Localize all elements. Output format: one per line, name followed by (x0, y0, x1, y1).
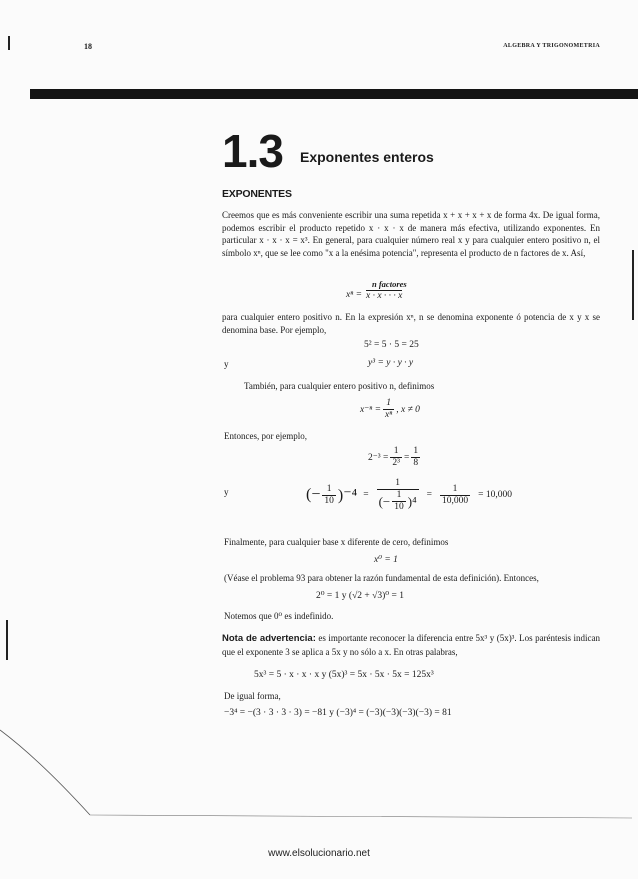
mid-paren-close: )⁴ (407, 493, 417, 509)
note-text: es importante reconocer la diferencia entre 5x³ y (5x)³. Los paréntesis indican que el exponente 3 se aplica a 5x y no sólo a x. En otras palabras, (222, 633, 601, 657)
paragraph-see-problem: (Véase el problema 93 para obtener la razón fundamental de esta definición). Entonces, (224, 573, 539, 583)
paragraph-negative-def: También, para cualquier entero positivo n, definimos (244, 381, 435, 391)
lhs-fraction (322, 484, 336, 507)
paren-close: )⁻⁴ (337, 487, 358, 504)
mid-paren-open: (− (378, 493, 391, 509)
section-subheading: EXPONENTES (222, 188, 292, 200)
n-factors-lhs: xⁿ = (346, 290, 362, 300)
scan-mark (632, 250, 634, 320)
page-number: 18 (84, 42, 92, 51)
right-den: 10,000 (441, 495, 469, 506)
lhs-num: 1 (322, 484, 336, 496)
scan-mark (8, 36, 10, 50)
section-number: 1.3 (222, 125, 283, 177)
section-title: Exponentes enteros (300, 149, 434, 165)
equation-5-squared: 5² = 5 · 5 = 25 (364, 340, 419, 350)
scan-mark (6, 620, 8, 660)
equation-y-cubed: y³ = y · y · y (368, 358, 414, 368)
equation-5x-cubed: 5x³ = 5 · x · x · x y (5x)³ = 5x · 5x · 5x = 125x³ (254, 670, 434, 680)
n-factors-rhs: x · x · · · x (366, 291, 403, 301)
equals-sign: = (403, 452, 410, 463)
lhs-den: 10 (324, 495, 334, 506)
result-value: = 10,000 (478, 490, 512, 500)
frac2-num: 1 (413, 446, 419, 456)
note-label: Nota de advertencia: (222, 633, 316, 644)
n-factors-label: n factores (372, 279, 407, 289)
equation-two-neg-three (368, 446, 422, 469)
mid-inner-frac (392, 490, 406, 513)
footer-url: www.elsolucionario.net (268, 848, 370, 859)
paragraph-likewise: De igual forma, (224, 691, 281, 701)
paragraph-zero-def: Finalmente, para cualquier base x diferente de cero, definimos (224, 537, 449, 547)
frac1-num: 1 (390, 446, 402, 458)
paragraph-exponent: para cualquier entero positivo n. En la expresión xⁿ, n se denomina exponente ó potencia de x y x se denomina base. Por ejemplo, (222, 312, 600, 335)
mid-den (377, 490, 419, 513)
mid-inner-den: 10 (394, 501, 404, 512)
two-neg-three-frac2 (411, 446, 420, 469)
equation-tenth-power (306, 470, 512, 520)
paragraph-example: Entonces, por ejemplo, (224, 431, 307, 441)
middle-fraction (377, 478, 419, 513)
conjunction-y: y (224, 359, 229, 369)
mid-num: 1 (377, 478, 419, 490)
two-neg-three-lhs: 2⁻³ = (368, 453, 389, 463)
mid-inner-num: 1 (392, 490, 406, 502)
two-neg-three-frac1 (390, 446, 402, 469)
neg-exp-lhs: x⁻ⁿ = (360, 405, 382, 415)
equation-minus-three-fourth: −3⁴ = −(3 · 3 · 3 · 3) = −81 y (−3)⁴ = (−3)(−3)(−3)(−3) = 81 (224, 708, 452, 718)
paragraph-intro: Creemos que es más conveniente escribir una suma repetida x + x + x + x de forma 4x. De igual forma, podemos escribir el producto repetido x · x · x de manera más efectiva, utilizando exponentes. En particular x · x · x = x³. En general, para cualquier número real x y para cualquier entero positivo n, el símbolo xⁿ, que se lee como "x a la enésima potencia", representa el producto de n factores de x. Así, (222, 210, 600, 258)
equation-negative-exponent (360, 398, 420, 421)
conjunction-y: y (224, 487, 229, 497)
equals-sign: = (363, 490, 369, 500)
right-num: 1 (440, 484, 470, 496)
neg-exp-condition: , x ≠ 0 (396, 404, 420, 415)
equation-zero-exponent: x⁰ = 1 (374, 555, 398, 565)
paragraph-zero-zero: Notemos que 0⁰ es indefinido. (224, 611, 334, 621)
neg-exp-den: xⁿ (385, 410, 393, 420)
paren-open: (− (306, 486, 321, 503)
neg-exp-fraction (383, 398, 394, 421)
right-fraction (440, 484, 470, 507)
header-rule (30, 89, 638, 99)
note-warning (222, 632, 600, 658)
equals-sign: = (426, 490, 432, 500)
running-head: ALGEBRA Y TRIGONOMETRIA (503, 43, 600, 49)
equation-two-zero: 2⁰ = 1 y (√2 + √3)⁰ = 1 (316, 591, 404, 601)
frac1-den: 2³ (392, 458, 400, 468)
scan-corner-curve (0, 700, 638, 840)
frac2-den: 8 (413, 458, 419, 468)
neg-exp-num: 1 (383, 398, 394, 410)
